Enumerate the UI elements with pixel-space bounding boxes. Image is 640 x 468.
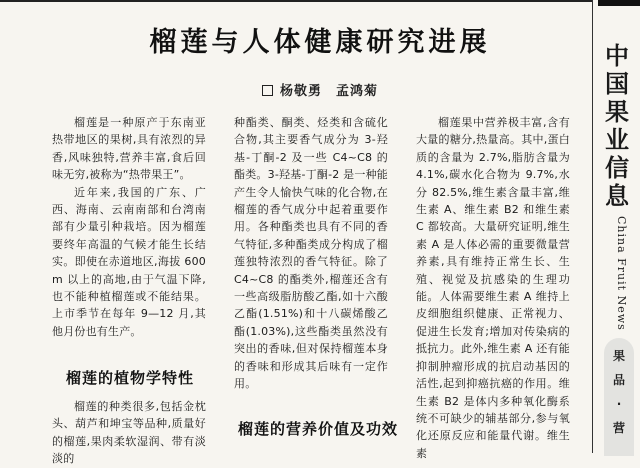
column-1-continued <box>52 398 206 468</box>
authors-text: 杨敬勇 孟鸿菊 <box>280 84 379 99</box>
sidebar-divider <box>592 0 593 453</box>
article-title: 榴莲与人体健康研究进展 <box>149 27 491 58</box>
magazine-title-char: 果 <box>605 98 629 126</box>
section-tag-char: 营 <box>612 421 625 435</box>
column-2 <box>234 114 388 393</box>
magazine-title-char: 信 <box>605 154 629 182</box>
magazine-title-char: 中 <box>605 42 629 70</box>
paragraph: 近年来,我国的广东、广西、海南、云南南部和台湾南部有少量引种栽培。因为榴莲要终年高温的气候才能生长结实。即使在赤道地区,海拔 600 m 以上的高地,由于气温下降,也不能种植榴莲或不能结果。上市季节在每年 9—12 月,其他月份也有生产。 <box>52 185 206 338</box>
section-tag-char: 品 <box>612 373 625 387</box>
corner-tab <box>598 0 640 6</box>
article-authors <box>262 80 378 99</box>
section-tag-char: 果 <box>612 349 625 363</box>
section-heading-nutrition: 榴莲的营养价值及功效 <box>238 420 399 438</box>
paragraph: 榴莲果中营养极丰富,含有大量的糖分,热量高。其中,蛋白质的含量为 2.7%,脂肪含量为 4.1%,碳水化合物为 9.7%,水分 82.5%,维生素含量丰富,维生素 A、维生素 B2 和维生素 C 都较高。大量研究证明,维生素 A 是人体必需的重要微量营养素,具有维持正常生长、生殖、视觉及抗感染的生理功能。人体需要维生素 A 维持上皮细胞组织健康、正常视力、促进生长发育;增加对传染病的抵抗力。此外,维生素 A 还有能抑制肿瘤形成的抗启动基因的活性,起到抑癌抗癌的作用。维生素 B2 是体内多种氧化酶系统不可缺少的辅基部分,参与氧化还原反应和能量代谢。维生素 <box>416 116 570 460</box>
square-icon <box>262 85 273 96</box>
column-3 <box>416 114 570 462</box>
paragraph: 榴莲的种类很多,包括金枕头、葫芦和坤宝等品种,质量好的榴莲,果肉柔软湿润、带有淡淡的 <box>52 400 206 466</box>
section-tag-char: · <box>616 397 622 411</box>
section-tag <box>604 338 634 456</box>
magazine-title-char: 国 <box>605 70 629 98</box>
magazine-subtitle: China Fruit News <box>615 216 628 331</box>
column-1 <box>52 114 206 340</box>
section-heading-botany: 榴莲的植物学特性 <box>66 369 195 387</box>
magazine-title <box>603 42 631 210</box>
top-rule <box>0 0 592 2</box>
magazine-title-char: 息 <box>605 182 629 210</box>
paragraph: 榴莲是一种原产于东南亚热带地区的果树,具有浓烈的异香,风味独特,营养丰富,食后回味无穷,被称为“热带果王”。 <box>52 116 206 182</box>
magazine-title-char: 业 <box>605 126 629 154</box>
paragraph: 种酯类、酮类、烃类和含硫化合物,其主要香气成分为 3-羟基-丁酮-2 及一些 C4~C8 的酯类。3-羟基-丁酮-2 是一种能产生令人愉快气味的化合物,在榴莲的香气成分中起着重要作用。各种酯类也具有不同的香气特征,多种酯类成分构成了榴莲独特浓烈的香气特征。除了 C4~C8 的酯类外,榴莲还含有一些高级脂肪酸乙酯,如十六酸乙酯(1.51%)和十八碳烯酸乙酯(1.03%),这些酯类虽然没有突出的香味,但对保持榴莲本身的香味和形成其后味有一定作用。 <box>234 116 388 391</box>
